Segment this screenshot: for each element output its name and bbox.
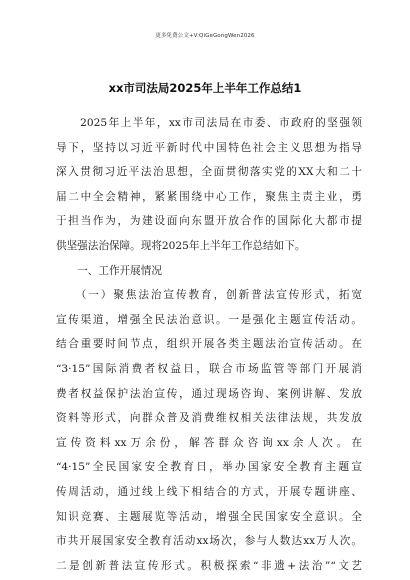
body-line: 宣传渠道，增强全民法治意识。一是强化主题宣传活动。 [56, 313, 362, 326]
body-line: 市共开展国家安全教育活动xx场次，参与人数达xx万人次。 [56, 535, 362, 548]
header-note: 更多免费公文+V:QiGeGongWen2026 [155, 33, 255, 39]
document-body [56, 111, 362, 578]
body-line: 二是创新普法宣传形式。积极探索“非遗+法治”“文艺 [56, 559, 362, 572]
body-line: 资料等形式，向群众普及消费维权相关法律法规，共发放 [56, 412, 362, 425]
body-line: 届二中全会精神，紧紧围绕中心工作，聚焦主责主业，勇 [56, 190, 362, 203]
body-line: “4·15”全民国家安全教育日，举办国家安全教育主题宣 [56, 461, 362, 474]
body-line: “3·15”国际消费者权益日，联合市场监管等部门开展消 [56, 362, 362, 375]
body-line: 2025年上半年，xx市司法局在市委、市政府的坚强领 [56, 117, 362, 129]
body-line: 导下，坚持以习近平新时代中国特色社会主义思想为指导 [56, 141, 362, 154]
body-line: （一）聚焦法治宣传教育，创新普法宣传形式，拓宽 [56, 289, 362, 302]
body-line: 知识竞赛、主题展览等活动，增强全民国家安全意识。全 [56, 510, 362, 523]
body-line: 费者权益保护法治宣传，通过现场咨询、案例讲解、发放 [56, 387, 362, 400]
body-line: 于担当作为，为建设面向东盟开放合作的国际化大都市提 [56, 215, 362, 228]
document-title: xx市司法局2025年上半年工作总结1 [108, 81, 302, 95]
body-line: 传周活动，通过线上线下相结合的方式，开展专题讲座、 [56, 485, 362, 498]
body-line: 供坚强法治保障。现将2025年上半年工作总结如下。 [56, 239, 306, 252]
body-line: 结合重要时间节点，组织开展各类主题法治宣传活动。在 [56, 338, 362, 351]
body-line: 一、工作开展情况 [56, 264, 162, 277]
body-line: 宣传资料xx万余份，解答群众咨询xx余人次。在 [56, 436, 362, 449]
body-line: 深入贯彻习近平法治思想，全面贯彻落实党的XX大和二十 [56, 166, 362, 179]
